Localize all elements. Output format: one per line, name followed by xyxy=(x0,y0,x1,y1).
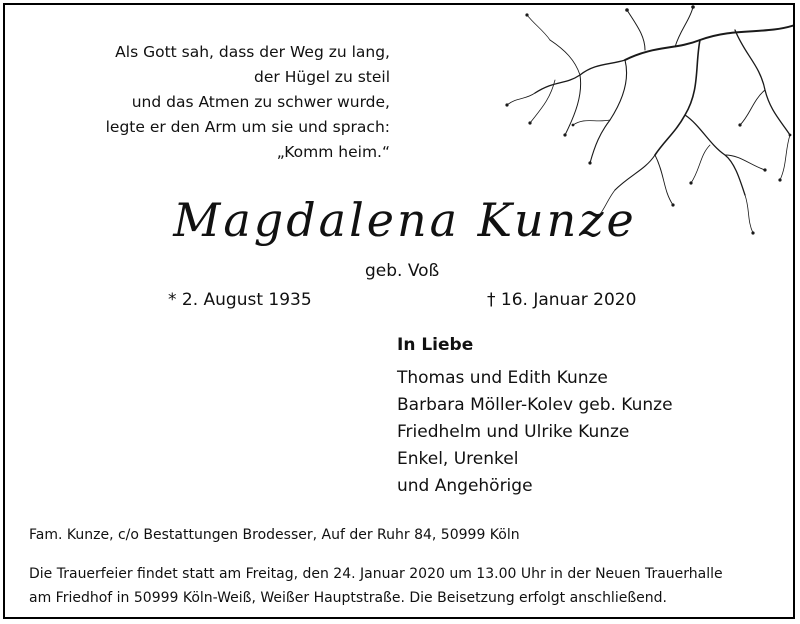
mourner-name: Thomas und Edith Kunze xyxy=(397,368,608,388)
service-line: Die Trauerfeier findet statt am Freitag, den 24. Januar 2020 um 13.00 Uhr in der Neuen Trauerhalle xyxy=(29,566,723,582)
death-date: † 16. Januar 2020 xyxy=(487,290,637,310)
poem-line: Als Gott sah, dass der Weg zu lang, xyxy=(115,43,390,61)
mourner-name: und Angehörige xyxy=(397,476,533,496)
poem-line: und das Atmen zu schwer wurde, xyxy=(131,93,390,111)
poem-line: der Hügel zu steil xyxy=(254,68,390,86)
mourners-heading: In Liebe xyxy=(397,335,474,355)
mourner-name: Barbara Möller-Kolev geb. Kunze xyxy=(397,395,673,415)
poem-line: „Komm heim.“ xyxy=(276,143,390,161)
mourners-list xyxy=(397,335,673,500)
mourner-name: Enkel, Urenkel xyxy=(397,449,519,469)
obituary-notice xyxy=(3,3,795,619)
deceased-name: Magdalena Kunze xyxy=(173,193,637,247)
birth-date: * 2. August 1935 xyxy=(168,290,312,310)
service-line: am Friedhof in 50999 Köln-Weiß, Weißer Hauptstraße. Die Beisetzung erfolgt anschließend. xyxy=(29,590,667,606)
memorial-poem xyxy=(65,40,390,165)
funeral-service-info xyxy=(29,562,723,610)
maiden-name: geb. Voß xyxy=(365,261,440,281)
mourner-name: Friedhelm und Ulrike Kunze xyxy=(397,422,630,442)
poem-line: legte er den Arm um sie und sprach: xyxy=(105,118,390,136)
contact-address: Fam. Kunze, c/o Bestattungen Brodesser, Auf der Ruhr 84, 50999 Köln xyxy=(29,527,520,543)
